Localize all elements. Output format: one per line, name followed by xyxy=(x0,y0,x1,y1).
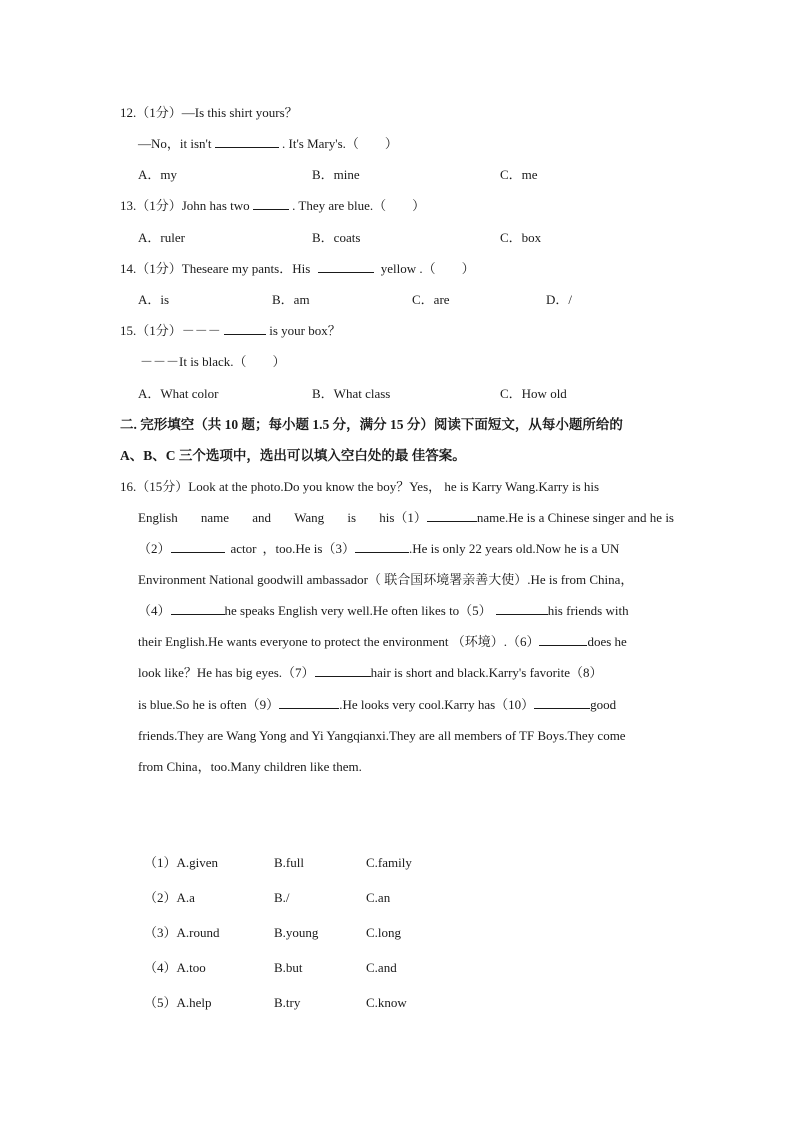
q16-word: name xyxy=(200,510,230,525)
q16-choice-1-a: （1）A.given xyxy=(144,855,219,870)
q12-stem: 12.（1分）—Is this shirt yours？ xyxy=(120,105,298,120)
q16-line5 xyxy=(138,602,674,620)
q16-label-2: （2） xyxy=(138,541,171,556)
q16-text: ，too.He is（3） xyxy=(262,541,355,556)
q12-line2-a: —No，it isn't xyxy=(138,136,212,151)
q16-line7 xyxy=(138,664,674,682)
q16-text: he speaks English very well.He often likes to（5） xyxy=(224,603,492,618)
q16-word: is xyxy=(347,510,357,525)
q16-blank-10 xyxy=(534,696,590,709)
q16-text: actor xyxy=(230,541,257,556)
q15-stem-b: is your box？ xyxy=(269,323,341,338)
q16-blank-1-group xyxy=(379,509,674,527)
q16-choice-3-a: （3）A.round xyxy=(144,925,220,940)
q12-line2-b: . It's Mary's.（ ） xyxy=(282,136,398,151)
q16-choice-4-b: B.but xyxy=(274,960,303,975)
q13-stem xyxy=(120,197,425,215)
q16-choice-4-a: （4）A.too xyxy=(144,960,206,975)
q16-choice-4-c: C.and xyxy=(366,960,397,975)
q13-blank xyxy=(253,197,289,210)
q16-choice-2-c: C.an xyxy=(366,890,391,905)
q14-option-d: D．/ xyxy=(546,292,573,307)
q16-text: look like？He has big eyes.（7） xyxy=(138,665,315,680)
q13-option-a: A．ruler xyxy=(138,230,185,245)
q16-text: hair is short and black.Karry's favorite（8） xyxy=(370,665,603,680)
q15-option-c: C．How old xyxy=(500,386,567,401)
q14-blank xyxy=(318,260,374,273)
q14-stem-a: 14.（1分）Theseare my pants．His xyxy=(120,261,311,276)
q16-text: .He is only 22 years old.Now he is a UN xyxy=(408,541,620,556)
q14-option-a: A．is xyxy=(138,292,170,307)
q16-line10: from China，too.Many children like them. xyxy=(138,759,362,774)
q13-option-c: C．box xyxy=(500,230,542,245)
q12-option-a: A．my xyxy=(138,167,178,182)
q12-option-b: B．mine xyxy=(312,167,360,182)
section2-heading-line1: 二. 完形填空（共 10 题；每小题 1.5 分，满分 15 分）阅读下面短文，从每小题所给的 xyxy=(120,417,623,432)
q15-blank xyxy=(224,322,266,335)
q14-option-c: C．are xyxy=(412,292,450,307)
q16-word: and xyxy=(252,510,272,525)
q13-option-b: B．coats xyxy=(312,230,361,245)
q16-choice-5-c: C.know xyxy=(366,995,407,1010)
q15-stem-a: 15.（1分）－－－ xyxy=(120,323,221,338)
q16-line8 xyxy=(138,696,674,714)
q15-option-a: A．What color xyxy=(138,386,219,401)
q16-text: does he xyxy=(587,634,627,649)
q16-choice-1-b: B.full xyxy=(274,855,304,870)
section2-heading-line2: A、B、C 三个选项中，选出可以填入空白处的最 佳答案。 xyxy=(120,448,466,463)
q16-text: his friends with xyxy=(547,603,629,618)
q16-choice-2-b: B./ xyxy=(274,890,290,905)
q12-line2 xyxy=(138,135,398,153)
q16-line6 xyxy=(138,633,674,651)
q16-choice-1-c: C.family xyxy=(366,855,412,870)
q14-option-b: B．am xyxy=(272,292,310,307)
q16-label-1: his（1） xyxy=(379,510,427,525)
q16-line1: 16.（15分）Look at the photo.Do you know the boy？Yes， he is Karry Wang.Karry is his xyxy=(120,479,600,494)
q16-blank-6 xyxy=(539,633,587,646)
q16-choice-3-c: C.long xyxy=(366,925,402,940)
q16-line2 xyxy=(138,509,674,527)
q12-blank xyxy=(215,135,279,148)
q16-choice-3-b: B.young xyxy=(274,925,319,940)
q15-option-b: B．What class xyxy=(312,386,391,401)
q14-stem xyxy=(120,260,475,278)
q16-line9: friends.They are Wang Yong and Yi Yangqianxi.They are all members of TF Boys.They come xyxy=(138,728,626,743)
q16-line3 xyxy=(138,540,674,558)
q16-text: their English.He wants everyone to protect the environment （环境）.（6） xyxy=(138,634,540,649)
q16-blank-7 xyxy=(315,664,371,677)
q16-choice-2-a: （2）A.a xyxy=(144,890,195,905)
q16-word: English xyxy=(138,510,178,525)
q16-text: good xyxy=(590,697,617,712)
q14-stem-b: yellow .（ ） xyxy=(380,261,475,276)
q16-choice-5-b: B.try xyxy=(274,995,301,1010)
q16-blank-9 xyxy=(279,696,339,709)
q16-text: name.He is a Chinese singer and he is xyxy=(476,510,674,525)
q16-blank-4 xyxy=(171,602,225,615)
q15-stem xyxy=(120,322,341,340)
q16-word: Wang xyxy=(294,510,325,525)
q13-stem-b: . They are blue.（ ） xyxy=(292,198,426,213)
q16-text: is blue.So he is often（9） xyxy=(138,697,280,712)
q16-blank-5 xyxy=(496,602,548,615)
q16-blank-1 xyxy=(427,509,477,522)
q12-option-c: C．me xyxy=(500,167,538,182)
q16-choice-5-a: （5）A.help xyxy=(144,995,212,1010)
q16-line4: Environment National goodwill ambassador（ 联合国环境署亲善大使）.He is from China， xyxy=(138,572,634,587)
q13-stem-a: 13.（1分）John has two xyxy=(120,198,250,213)
q16-blank-2 xyxy=(171,540,225,553)
q15-line2: －－－It is black.（ ） xyxy=(140,354,286,369)
q16-label-4: （4） xyxy=(138,603,171,618)
q16-text: .He looks very cool.Karry has（10） xyxy=(339,697,535,712)
q16-blank-3 xyxy=(355,540,409,553)
